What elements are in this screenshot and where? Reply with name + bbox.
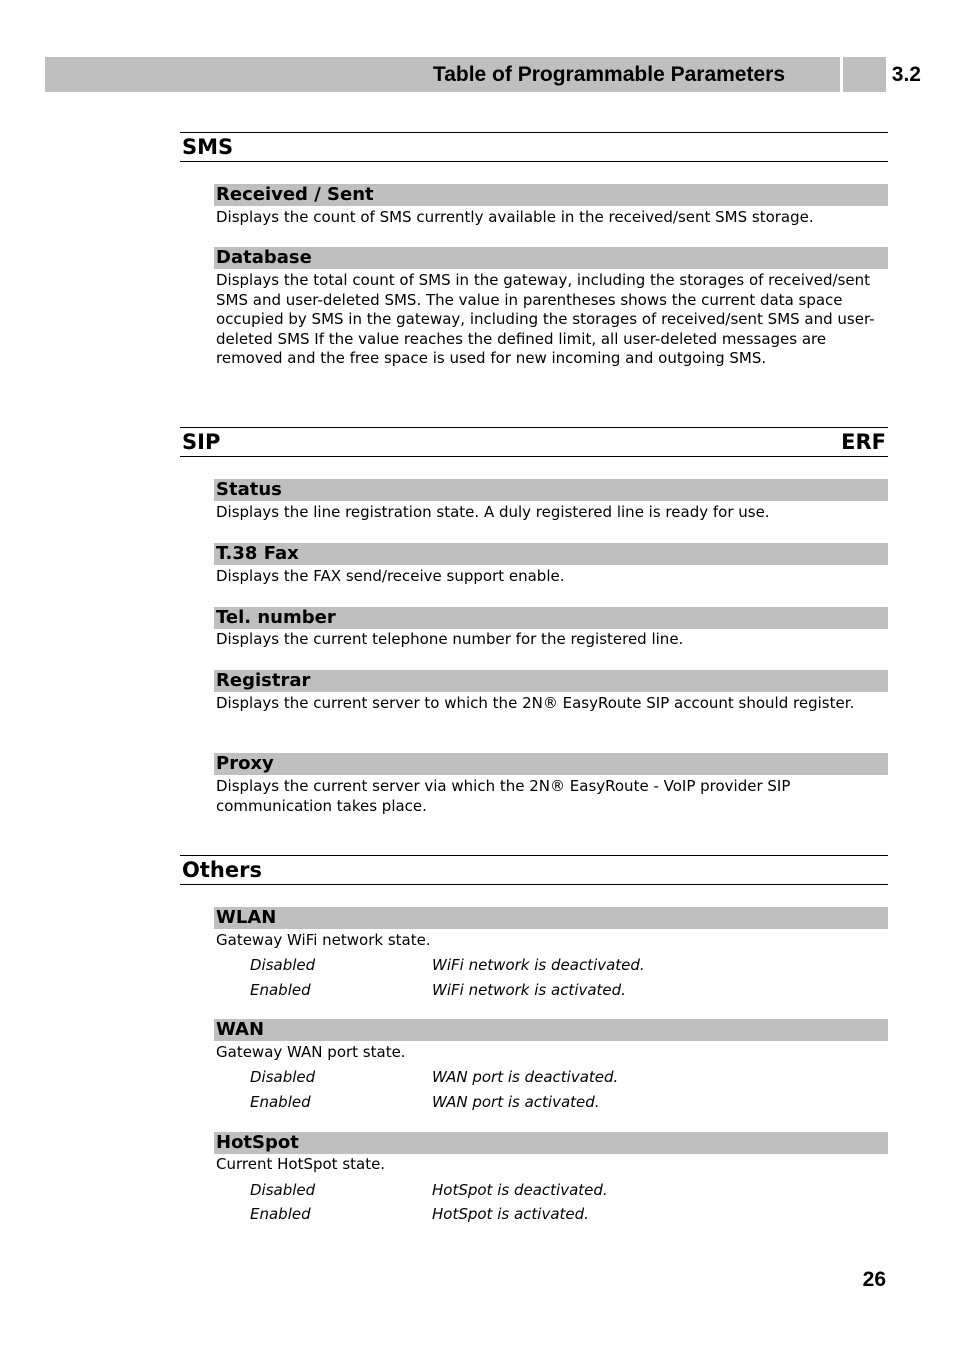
subsection-wan [214, 1019, 888, 1041]
subsection-title: Registrar [216, 670, 311, 691]
paragraph: Displays the current server to which the 2N® EasyRoute SIP account should register. [216, 694, 855, 712]
option-description: HotSpot is activated. [432, 1205, 589, 1223]
section-tag: ERF [841, 430, 886, 454]
option-description: HotSpot is deactivated. [432, 1181, 608, 1199]
option-name: Enabled [250, 1093, 311, 1111]
paragraph: Displays the line registration state. A duly registered line is ready for use. [216, 503, 770, 521]
subsection-received-sent [214, 184, 888, 206]
subsection-title: Proxy [216, 753, 274, 774]
paragraph: Displays the count of SMS currently available in the received/sent SMS storage. [216, 208, 814, 226]
paragraph: Displays the total count of SMS in the gateway, including the storages of received/sent SMS and user-deleted SMS. The value in parentheses shows the current data space occupied by SMS in the gateway, including the storages of received/sent SMS and user-deleted SMS If the value reaches the defined limit, all user-deleted messages are removed and the free space is used for new incoming and outgoing SMS. [216, 271, 875, 368]
subsection-title: T.38 Fax [216, 543, 299, 564]
subsection-proxy [214, 753, 888, 775]
section-others [180, 855, 888, 885]
section-sms [180, 132, 888, 162]
section-title: Others [182, 858, 262, 882]
subsection-registrar [214, 670, 888, 692]
subsection-title: Status [216, 479, 282, 500]
subsection-status [214, 479, 888, 501]
subsection-title: Tel. number [216, 607, 336, 628]
paragraph: Displays the FAX send/receive support enable. [216, 567, 565, 585]
chapter-number: 3.2 [891, 63, 921, 86]
subsection-title: HotSpot [216, 1132, 299, 1153]
subsection-wlan [214, 907, 888, 929]
section-title: SMS [182, 135, 234, 159]
subsection-title: Database [216, 247, 312, 268]
option-name: Disabled [250, 1068, 316, 1086]
subsection-title: WAN [216, 1019, 265, 1040]
paragraph: Displays the current server via which the 2N® EasyRoute - VoIP provider SIP communication takes place. [216, 777, 791, 815]
paragraph: Displays the current telephone number for the registered line. [216, 630, 684, 648]
option-name: Disabled [250, 956, 316, 974]
option-description: WAN port is activated. [432, 1093, 600, 1111]
option-description: WiFi network is activated. [432, 981, 626, 999]
subsection-title: Received / Sent [216, 184, 374, 205]
page-header [45, 57, 921, 92]
section-sip [180, 427, 888, 457]
option-description: WiFi network is deactivated. [432, 956, 645, 974]
page-number: 26 [862, 1268, 886, 1291]
subsection-title: WLAN [216, 907, 277, 928]
subsection-hotspot [214, 1132, 888, 1154]
paragraph: Gateway WiFi network state. [216, 931, 431, 949]
paragraph: Current HotSpot state. [216, 1155, 386, 1173]
subsection-tel-number [214, 607, 888, 629]
option-description: WAN port is deactivated. [432, 1068, 619, 1086]
header-title: Table of Programmable Parameters [432, 63, 785, 86]
paragraph: Gateway WAN port state. [216, 1043, 406, 1061]
subsection-t38-fax [214, 543, 888, 565]
option-name: Enabled [250, 1205, 311, 1223]
section-title: SIP [182, 430, 221, 454]
option-name: Disabled [250, 1181, 316, 1199]
option-name: Enabled [250, 981, 311, 999]
subsection-database [214, 247, 888, 269]
